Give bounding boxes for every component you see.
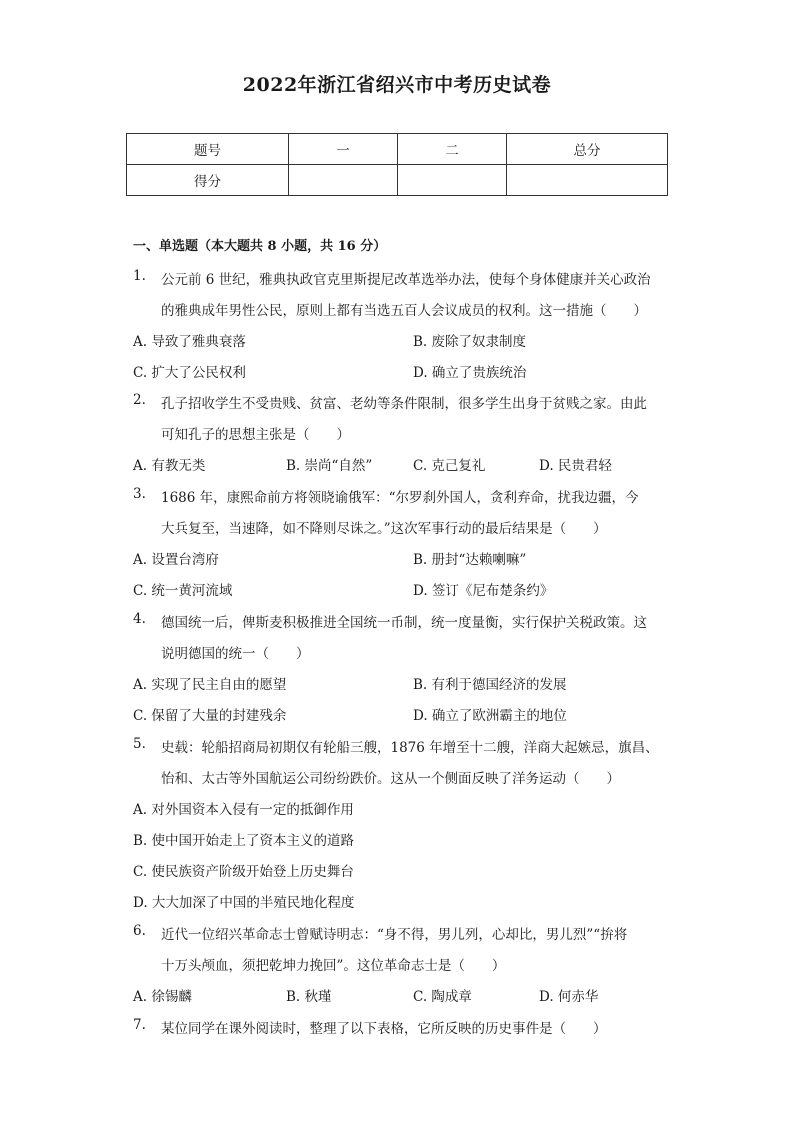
option[interactable]: D. 民贵君轻 — [539, 458, 612, 474]
question-text: 1686 年，康熙命前方将领晓谕俄军：“尔罗刹外国人，贪利弃命，扰我边疆，今 — [161, 490, 639, 506]
score-table — [126, 133, 668, 196]
option[interactable]: C. 扩大了公民权利 — [133, 365, 246, 381]
score-header-cell: 题号 — [127, 134, 289, 165]
option[interactable]: D. 何赤华 — [539, 989, 599, 1005]
question-text: 十万头颅血，须把乾坤力挽回”。这位革命志士是（ ） — [161, 958, 506, 974]
question-number: 3. — [133, 486, 146, 502]
score-row-label: 得分 — [127, 165, 289, 196]
option[interactable]: A. 设置台湾府 — [133, 552, 219, 568]
question-text: 公元前 6 世纪，雅典执政官克里斯提尼改革选举办法，使每个身体健康并关心政治 — [161, 272, 651, 288]
option[interactable]: C. 克己复礼 — [413, 458, 486, 474]
score-cell[interactable] — [507, 165, 668, 196]
score-cell[interactable] — [398, 165, 507, 196]
option[interactable]: C. 陶成章 — [413, 989, 472, 1005]
option[interactable]: B. 有利于德国经济的发展 — [413, 677, 567, 693]
option[interactable]: D. 确立了贵族统治 — [413, 365, 527, 381]
option[interactable]: B. 废除了奴隶制度 — [413, 334, 527, 350]
option[interactable]: D. 签订《尼布楚条约》 — [413, 583, 554, 599]
question-text: 孔子招收学生不受贵贱、贫富、老幼等条件限制，很多学生出身于贫贱之家。由此 — [161, 396, 647, 412]
score-header-cell: 二 — [398, 134, 507, 165]
question-number: 5. — [133, 736, 146, 752]
option[interactable]: A. 实现了民主自由的愿望 — [133, 677, 287, 693]
option[interactable]: C. 保留了大量的封建残余 — [133, 708, 287, 724]
question-number: 2. — [133, 392, 146, 408]
question-text: 的雅典成年男性公民，原则上都有当选五百人会议成员的权利。这一措施（ ） — [161, 303, 647, 319]
question-number: 4. — [133, 611, 146, 627]
option[interactable]: A. 有教无类 — [133, 458, 206, 474]
section-heading: 一、单选题（本大题共 8 小题，共 16 分） — [133, 239, 387, 254]
option[interactable]: B. 册封“达赖喇嘛” — [413, 552, 527, 568]
score-table-score-row — [127, 165, 668, 196]
option[interactable]: C. 统一黄河流域 — [133, 583, 233, 599]
option[interactable]: D. 大大加深了中国的半殖民地化程度 — [133, 895, 355, 911]
question-text: 怡和、太古等外国航运公司纷纷跌价。这从一个侧面反映了洋务运动（ ） — [161, 771, 620, 787]
option[interactable]: A. 徐锡麟 — [133, 989, 192, 1005]
question-text: 近代一位绍兴革命志士曾赋诗明志：“身不得，男儿列，心却比，男儿烈”“拚将 — [161, 927, 628, 943]
option[interactable]: B. 使中国开始走上了资本主义的道路 — [133, 833, 355, 849]
option[interactable]: A. 导致了雅典衰落 — [133, 334, 246, 350]
question-number: 7. — [133, 1017, 146, 1033]
question-text: 大兵复至，当速降，如不降则尽诛之。”这次军事行动的最后结果是（ ） — [161, 521, 607, 537]
option[interactable]: D. 确立了欧洲霸主的地位 — [413, 708, 567, 724]
question-text: 说明德国的统一（ ） — [161, 646, 310, 662]
question-text: 某位同学在课外阅读时，整理了以下表格，它所反映的历史事件是（ ） — [161, 1021, 607, 1037]
option[interactable]: A. 对外国资本入侵有一定的抵御作用 — [133, 802, 354, 818]
question-text: 德国统一后，俾斯麦积极推进全国统一币制，统一度量衡，实行保护关税政策。这 — [161, 615, 647, 631]
question-number: 1. — [133, 268, 146, 284]
score-table-header-row — [127, 134, 668, 165]
option[interactable]: B. 秋瑾 — [286, 989, 332, 1005]
option[interactable]: C. 使民族资产阶级开始登上历史舞台 — [133, 864, 354, 880]
exam-title: 2022年浙江省绍兴市中考历史试卷 — [242, 74, 552, 96]
score-header-cell: 总分 — [507, 134, 668, 165]
score-header-cell: 一 — [289, 134, 398, 165]
question-text: 可知孔子的思想主张是（ ） — [161, 427, 350, 443]
score-cell[interactable] — [289, 165, 398, 196]
question-number: 6. — [133, 923, 146, 939]
question-text: 史载：轮船招商局初期仅有轮船三艘，1876 年增至十二艘，洋商大起嫉忌，旗昌、 — [161, 740, 659, 756]
option[interactable]: B. 崇尚“自然” — [286, 458, 373, 474]
